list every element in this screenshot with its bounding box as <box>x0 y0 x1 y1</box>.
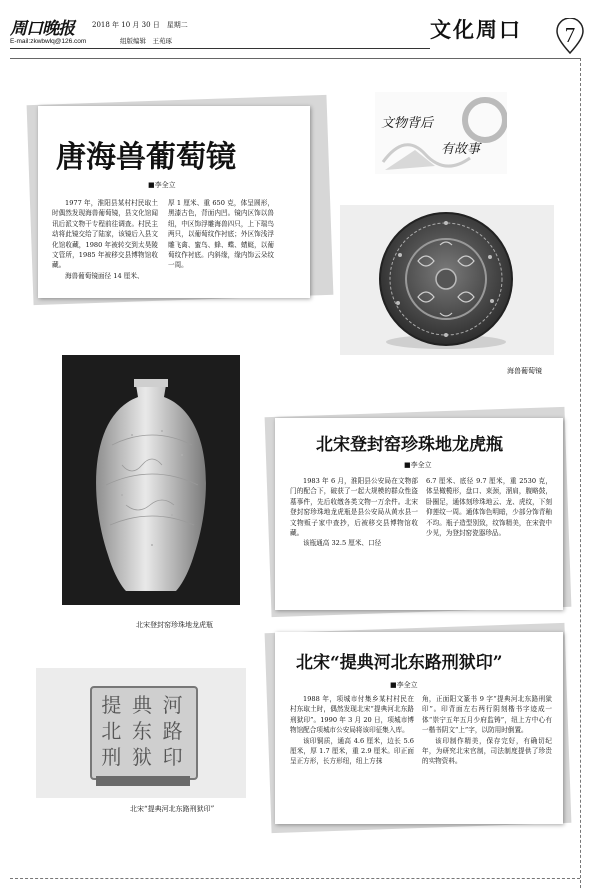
article-3-column-2: 角，正面阳文篆书 9 字“提典河北东路刑狱印”。印背面左右两行阴刻楷书字迹成一体“崇宁五年五月少府监铸”，纽上方中心有一楷书阴文“上”字，以防用时倒置。 该印制作精美，保存完好，有确切纪年，为研究北宋官制，司法制度提供了珍贵的实物资料。 <box>422 695 552 766</box>
seal-photo <box>36 668 246 798</box>
page-number: 7 <box>564 23 576 47</box>
article-1-column-2: 厚 1 厘米、重 650 克，体呈圆形，黑漆古色，背面内凹。镜内区饰以兽纽，中区饰浮雕海兽四只，上下瑞鸟两只，以葡萄纹作衬底；外区饰浅浮雕飞禽、蜜鸟、蜂、蝶、蜻蜓，以葡萄纹作衬底。内斜缘，缘内饰云朵纹一周。 <box>168 199 274 270</box>
seal-glyph-grid <box>96 692 188 770</box>
calligraphy-line-2: 有故事 <box>441 142 481 157</box>
vase-photo <box>62 355 240 605</box>
article-3-column-1: 1988 年，项城市付集乡某村村民在村东取土时，偶然发现北宋“提典河北东路刑狱印”。1990 年 3 月 20 日，项城市博物馆配合项城市公安局将该印征集入库。 该印铜质，通高 4.6 厘米，边长 5.6 厘米，厚 1.7 厘米，重 2.9 厘米。印正面呈正方形，长方形纽，纽上方抹 <box>290 695 414 766</box>
article-1-column-1: 1977 年，淮阳县某村村民取土时偶然发现海兽葡萄镜，县文化馆闻讯后派文物干专程前往调查。村民主动将此镜交给了陆家，该镜后入县文化馆收藏，1980 年被转交到太昊陵文管所，1985 年被移交县博物馆收藏。 海兽葡萄镜面径 14 厘米、 <box>52 199 158 280</box>
seal-glyph: 提 <box>101 693 122 717</box>
issue-date: 2018 年 10 月 30 日 星期二 <box>92 21 188 29</box>
seal-glyph: 刑 <box>101 745 122 769</box>
article-3-title: 北宋“提典河北东路刑狱印” <box>296 653 503 673</box>
masthead: 周口晚报 <box>10 19 74 39</box>
frame-bottom-rule <box>10 878 580 879</box>
seal-glyph: 河 <box>162 693 183 717</box>
article-1-byline: ■李全立 <box>148 181 176 189</box>
calligraphy-line-1: 文物背后 <box>381 116 434 131</box>
article-1-title: 唐海兽葡萄镜 <box>56 140 236 175</box>
seal-glyph: 印 <box>162 745 183 769</box>
header-rule <box>10 48 430 49</box>
article-2-column-1: 1983 年 6 月，淮阳县公安局在文物部门的配合下，破获了一起大规模的群众性盗墓事件，先后收缴各类文物一万余件。北宋登封窑珍珠地龙虎瓶是县公安局从黄水县一文物贩子家中查抄，后被移交县博物馆收藏。 该瓶通高 32.5 厘米、口径 <box>290 477 418 548</box>
seal-caption: 北宋“提典河北东路刑狱印” <box>130 805 215 813</box>
section-title: 文化周口 <box>430 17 522 42</box>
seal-glyph: 典 <box>131 693 152 717</box>
vase-caption: 北宋登封窑珍珠地龙虎瓶 <box>136 621 213 629</box>
seal-glyph: 东 <box>131 719 152 743</box>
calligraphy-banner <box>375 92 507 174</box>
article-2-column-2: 6.7 厘米、底径 9.7 厘米，重 2530 克，体呈橄榄形，盘口、束颈，溜肩，腹略鼓，卧圈足，通体刻珍珠地云、龙、虎纹，下刻仰莲纹一周。通体饰色明暗，少部分饰青釉不均。瓶子造型别致，纹饰精美，在宋瓷中少见，为登封窑瓷器珍品。 <box>426 477 552 538</box>
mirror-photo <box>340 205 554 355</box>
seal-glyph: 路 <box>162 719 183 743</box>
article-3-byline: ■李全立 <box>390 681 418 689</box>
contact-email: E-mail:zkwbwlq@126.com <box>10 38 87 45</box>
seal-glyph: 狱 <box>131 745 152 769</box>
frame-top-rule <box>10 58 580 59</box>
mirror-caption: 海兽葡萄镜 <box>507 367 542 375</box>
article-2-byline: ■李全立 <box>404 461 432 469</box>
editor-credit: 组版编辑 王苑琢 <box>120 37 172 45</box>
seal-base <box>96 776 190 786</box>
seal-glyph: 北 <box>101 719 122 743</box>
frame-right-rule <box>580 58 581 888</box>
article-2-title: 北宋登封窑珍珠地龙虎瓶 <box>316 435 503 455</box>
